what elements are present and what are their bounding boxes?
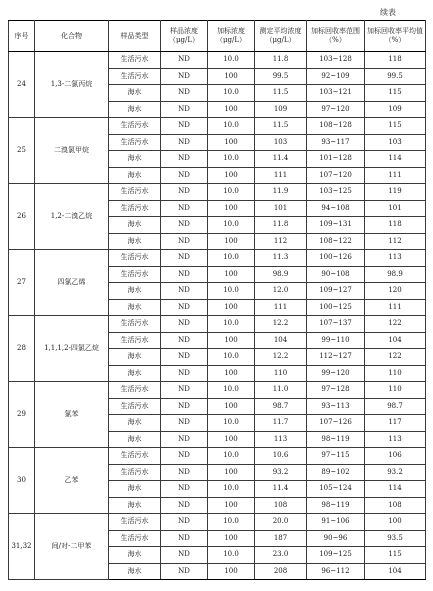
spike-conc-cell: 10.0 (208, 151, 255, 168)
header-recovery-range: 加标回收率范围（%） (307, 21, 365, 52)
recovery-range-cell: 107~120 (307, 167, 365, 184)
sample-type-cell: 生活污水 (109, 448, 161, 465)
recovery-range-cell: 97~128 (307, 382, 365, 399)
table-row (9, 184, 426, 201)
sample-type-cell: 生活污水 (109, 332, 161, 349)
table-row (9, 316, 426, 333)
recovery-range-cell: 92~109 (307, 68, 365, 85)
recovery-avg-cell: 104 (365, 563, 426, 580)
spike-conc-cell: 10.0 (208, 547, 255, 564)
recovery-avg-cell: 115 (365, 118, 426, 135)
recovery-range-cell: 94~108 (307, 200, 365, 217)
sample-type-cell: 生活污水 (109, 68, 161, 85)
compound-number-cell: 25 (9, 118, 35, 184)
mean-conc-cell: 11.9 (255, 184, 307, 201)
header-recovery-avg: 加标回收率平均值（%） (365, 21, 426, 52)
recovery-avg-cell: 109 (365, 101, 426, 118)
sample-type-cell: 海水 (109, 431, 161, 448)
recovery-range-cell: 97~115 (307, 448, 365, 465)
sample-type-cell: 海水 (109, 481, 161, 498)
mean-conc-cell: 109 (255, 101, 307, 118)
sample-conc-cell: ND (161, 134, 208, 151)
continued-label: 续表 (380, 8, 396, 17)
spike-conc-cell: 10.0 (208, 514, 255, 531)
recovery-range-cell: 99~110 (307, 332, 365, 349)
compound-number-cell: 29 (9, 382, 35, 448)
sample-conc-cell: ND (161, 250, 208, 267)
sample-conc-cell: ND (161, 283, 208, 300)
mean-conc-cell: 111 (255, 299, 307, 316)
sample-type-cell: 海水 (109, 167, 161, 184)
mean-conc-cell: 93.2 (255, 464, 307, 481)
sample-conc-cell: ND (161, 563, 208, 580)
sample-conc-cell: ND (161, 52, 208, 69)
table-row (9, 250, 426, 267)
header-sample-type: 样品类型 (109, 21, 161, 52)
mean-conc-cell: 108 (255, 497, 307, 514)
recovery-avg-cell: 98.7 (365, 398, 426, 415)
recovery-range-cell: 109~125 (307, 547, 365, 564)
recovery-avg-cell: 99.5 (365, 68, 426, 85)
mean-conc-cell: 11.3 (255, 250, 307, 267)
sample-type-cell: 生活污水 (109, 184, 161, 201)
recovery-avg-cell: 111 (365, 167, 426, 184)
recovery-range-cell: 107~137 (307, 316, 365, 333)
recovery-avg-cell: 113 (365, 250, 426, 267)
recovery-avg-cell: 120 (365, 283, 426, 300)
recovery-avg-cell: 111 (365, 299, 426, 316)
spike-conc-cell: 10.0 (208, 283, 255, 300)
recovery-range-cell: 90~108 (307, 266, 365, 283)
header-row (9, 21, 426, 52)
recovery-range-cell: 108~122 (307, 233, 365, 250)
compound-number-cell: 31,32 (9, 514, 35, 580)
recovery-range-cell: 91~106 (307, 514, 365, 531)
header-compound: 化合物 (35, 21, 109, 52)
recovery-range-cell: 97~120 (307, 101, 365, 118)
mean-conc-cell: 104 (255, 332, 307, 349)
compound-number-cell: 28 (9, 316, 35, 382)
sample-type-cell: 海水 (109, 233, 161, 250)
sample-type-cell: 海水 (109, 299, 161, 316)
sample-type-cell: 海水 (109, 415, 161, 432)
recovery-avg-cell: 115 (365, 547, 426, 564)
spike-conc-cell: 100 (208, 200, 255, 217)
recovery-avg-cell: 100 (365, 514, 426, 531)
sample-conc-cell: ND (161, 332, 208, 349)
sample-conc-cell: ND (161, 497, 208, 514)
sample-conc-cell: ND (161, 365, 208, 382)
mean-conc-cell: 11.4 (255, 151, 307, 168)
sample-conc-cell: ND (161, 382, 208, 399)
sample-type-cell: 海水 (109, 563, 161, 580)
sample-conc-cell: ND (161, 530, 208, 547)
spike-conc-cell: 100 (208, 101, 255, 118)
spike-conc-cell: 100 (208, 167, 255, 184)
table-row (9, 118, 426, 135)
recovery-avg-cell: 112 (365, 233, 426, 250)
recovery-avg-cell: 118 (365, 217, 426, 234)
sample-conc-cell: ND (161, 118, 208, 135)
spike-conc-cell: 10.0 (208, 481, 255, 498)
mean-conc-cell: 12.0 (255, 283, 307, 300)
compound-number-cell: 26 (9, 184, 35, 250)
sample-conc-cell: ND (161, 464, 208, 481)
sample-conc-cell: ND (161, 514, 208, 531)
mean-conc-cell: 23.0 (255, 547, 307, 564)
recovery-range-cell: 112~127 (307, 349, 365, 366)
recovery-avg-cell: 98.9 (365, 266, 426, 283)
recovery-avg-cell: 122 (365, 349, 426, 366)
spike-conc-cell: 10.0 (208, 382, 255, 399)
sample-conc-cell: ND (161, 481, 208, 498)
mean-conc-cell: 11.5 (255, 118, 307, 135)
recovery-avg-cell: 101 (365, 200, 426, 217)
sample-conc-cell: ND (161, 184, 208, 201)
recovery-range-cell: 103~128 (307, 52, 365, 69)
compound-name-cell: 1,1,1,2-四氯乙烷 (35, 316, 109, 382)
table-row (9, 52, 426, 69)
sample-conc-cell: ND (161, 398, 208, 415)
table-row (9, 382, 426, 399)
recovery-range-cell: 100~125 (307, 299, 365, 316)
recovery-range-cell: 99~120 (307, 365, 365, 382)
sample-conc-cell: ND (161, 547, 208, 564)
sample-conc-cell: ND (161, 233, 208, 250)
spike-conc-cell: 100 (208, 398, 255, 415)
compound-name-cell: 1,2-二溴乙烷 (35, 184, 109, 250)
sample-type-cell: 海水 (109, 365, 161, 382)
table-body (9, 52, 426, 580)
spike-conc-cell: 100 (208, 299, 255, 316)
recovery-range-cell: 109~127 (307, 283, 365, 300)
recovery-avg-cell: 114 (365, 151, 426, 168)
mean-conc-cell: 12.2 (255, 316, 307, 333)
table-row (9, 448, 426, 465)
sample-type-cell: 生活污水 (109, 118, 161, 135)
sample-conc-cell: ND (161, 101, 208, 118)
sample-type-cell: 海水 (109, 547, 161, 564)
sample-type-cell: 海水 (109, 349, 161, 366)
compound-number-cell: 27 (9, 250, 35, 316)
sample-conc-cell: ND (161, 85, 208, 102)
recovery-range-cell: 107~126 (307, 415, 365, 432)
recovery-avg-cell: 106 (365, 448, 426, 465)
recovery-avg-cell: 104 (365, 332, 426, 349)
recovery-avg-cell: 108 (365, 497, 426, 514)
recovery-range-cell: 100~126 (307, 250, 365, 267)
spike-conc-cell: 10.0 (208, 217, 255, 234)
mean-conc-cell: 110 (255, 365, 307, 382)
recovery-avg-cell: 118 (365, 52, 426, 69)
recovery-avg-cell: 119 (365, 184, 426, 201)
recovery-range-cell: 105~124 (307, 481, 365, 498)
mean-conc-cell: 111 (255, 167, 307, 184)
mean-conc-cell: 112 (255, 233, 307, 250)
sample-type-cell: 海水 (109, 283, 161, 300)
recovery-range-cell: 93~117 (307, 134, 365, 151)
spike-conc-cell: 100 (208, 464, 255, 481)
spike-conc-cell: 10.0 (208, 52, 255, 69)
sample-conc-cell: ND (161, 217, 208, 234)
recovery-range-cell: 98~119 (307, 497, 365, 514)
spike-conc-cell: 100 (208, 266, 255, 283)
recovery-avg-cell: 113 (365, 431, 426, 448)
spike-conc-cell: 100 (208, 332, 255, 349)
sample-conc-cell: ND (161, 151, 208, 168)
compound-number-cell: 24 (9, 52, 35, 118)
mean-conc-cell: 10.6 (255, 448, 307, 465)
mean-conc-cell: 11.8 (255, 52, 307, 69)
spike-conc-cell: 10.0 (208, 349, 255, 366)
sample-type-cell: 生活污水 (109, 200, 161, 217)
recovery-avg-cell: 93.5 (365, 530, 426, 547)
sample-conc-cell: ND (161, 299, 208, 316)
mean-conc-cell: 113 (255, 431, 307, 448)
sample-type-cell: 生活污水 (109, 266, 161, 283)
sample-type-cell: 海水 (109, 217, 161, 234)
mean-conc-cell: 20.0 (255, 514, 307, 531)
compound-name-cell: 二溴氯甲烷 (35, 118, 109, 184)
recovery-avg-cell: 117 (365, 415, 426, 432)
compound-name-cell: 四氯乙烯 (35, 250, 109, 316)
recovery-range-cell: 108~128 (307, 118, 365, 135)
recovery-table (8, 20, 426, 580)
sample-conc-cell: ND (161, 349, 208, 366)
sample-type-cell: 生活污水 (109, 52, 161, 69)
mean-conc-cell: 99.5 (255, 68, 307, 85)
recovery-avg-cell: 110 (365, 365, 426, 382)
mean-conc-cell: 101 (255, 200, 307, 217)
recovery-range-cell: 93~113 (307, 398, 365, 415)
recovery-avg-cell: 114 (365, 481, 426, 498)
sample-type-cell: 生活污水 (109, 382, 161, 399)
spike-conc-cell: 10.0 (208, 316, 255, 333)
mean-conc-cell: 11.5 (255, 85, 307, 102)
spike-conc-cell: 100 (208, 68, 255, 85)
table-row (9, 514, 426, 531)
recovery-avg-cell: 122 (365, 316, 426, 333)
spike-conc-cell: 10.0 (208, 85, 255, 102)
sample-conc-cell: ND (161, 167, 208, 184)
mean-conc-cell: 11.8 (255, 217, 307, 234)
sample-type-cell: 海水 (109, 85, 161, 102)
spike-conc-cell: 100 (208, 365, 255, 382)
compound-name-cell: 1,3-二氯丙烷 (35, 52, 109, 118)
spike-conc-cell: 10.0 (208, 415, 255, 432)
mean-conc-cell: 12.2 (255, 349, 307, 366)
mean-conc-cell: 103 (255, 134, 307, 151)
header-no: 序号 (9, 21, 35, 52)
sample-conc-cell: ND (161, 68, 208, 85)
sample-type-cell: 海水 (109, 151, 161, 168)
sample-conc-cell: ND (161, 415, 208, 432)
mean-conc-cell: 11.7 (255, 415, 307, 432)
sample-type-cell: 生活污水 (109, 514, 161, 531)
mean-conc-cell: 98.7 (255, 398, 307, 415)
spike-conc-cell: 10.0 (208, 184, 255, 201)
sample-type-cell: 生活污水 (109, 316, 161, 333)
header-mean-conc: 测定平均浓度（μg/L） (255, 21, 307, 52)
spike-conc-cell: 10.0 (208, 118, 255, 135)
mean-conc-cell: 11.0 (255, 382, 307, 399)
spike-conc-cell: 100 (208, 563, 255, 580)
spike-conc-cell: 10.0 (208, 448, 255, 465)
recovery-range-cell: 90~96 (307, 530, 365, 547)
recovery-range-cell: 89~102 (307, 464, 365, 481)
sample-type-cell: 生活污水 (109, 250, 161, 267)
mean-conc-cell: 187 (255, 530, 307, 547)
spike-conc-cell: 100 (208, 431, 255, 448)
sample-conc-cell: ND (161, 200, 208, 217)
spike-conc-cell: 100 (208, 134, 255, 151)
sample-conc-cell: ND (161, 316, 208, 333)
recovery-avg-cell: 103 (365, 134, 426, 151)
sample-type-cell: 海水 (109, 101, 161, 118)
recovery-range-cell: 98~119 (307, 431, 365, 448)
sample-type-cell: 海水 (109, 497, 161, 514)
mean-conc-cell: 98.9 (255, 266, 307, 283)
spike-conc-cell: 100 (208, 497, 255, 514)
sample-conc-cell: ND (161, 266, 208, 283)
recovery-range-cell: 103~121 (307, 85, 365, 102)
sample-conc-cell: ND (161, 448, 208, 465)
sample-conc-cell: ND (161, 431, 208, 448)
sample-type-cell: 生活污水 (109, 530, 161, 547)
recovery-avg-cell: 93.2 (365, 464, 426, 481)
compound-number-cell: 30 (9, 448, 35, 514)
compound-name-cell: 间/对-二甲苯 (35, 514, 109, 580)
sample-type-cell: 生活污水 (109, 398, 161, 415)
compound-name-cell: 乙苯 (35, 448, 109, 514)
recovery-range-cell: 101~128 (307, 151, 365, 168)
spike-conc-cell: 10.0 (208, 250, 255, 267)
recovery-range-cell: 103~125 (307, 184, 365, 201)
recovery-range-cell: 96~112 (307, 563, 365, 580)
mean-conc-cell: 208 (255, 563, 307, 580)
recovery-avg-cell: 115 (365, 85, 426, 102)
header-spike-conc: 加标浓度（μg/L） (208, 21, 255, 52)
sample-type-cell: 生活污水 (109, 464, 161, 481)
sample-type-cell: 生活污水 (109, 134, 161, 151)
recovery-avg-cell: 110 (365, 382, 426, 399)
spike-conc-cell: 100 (208, 233, 255, 250)
mean-conc-cell: 11.4 (255, 481, 307, 498)
spike-conc-cell: 100 (208, 530, 255, 547)
recovery-range-cell: 109~131 (307, 217, 365, 234)
compound-name-cell: 氯苯 (35, 382, 109, 448)
header-sample-conc: 样品浓度（μg/L） (161, 21, 208, 52)
